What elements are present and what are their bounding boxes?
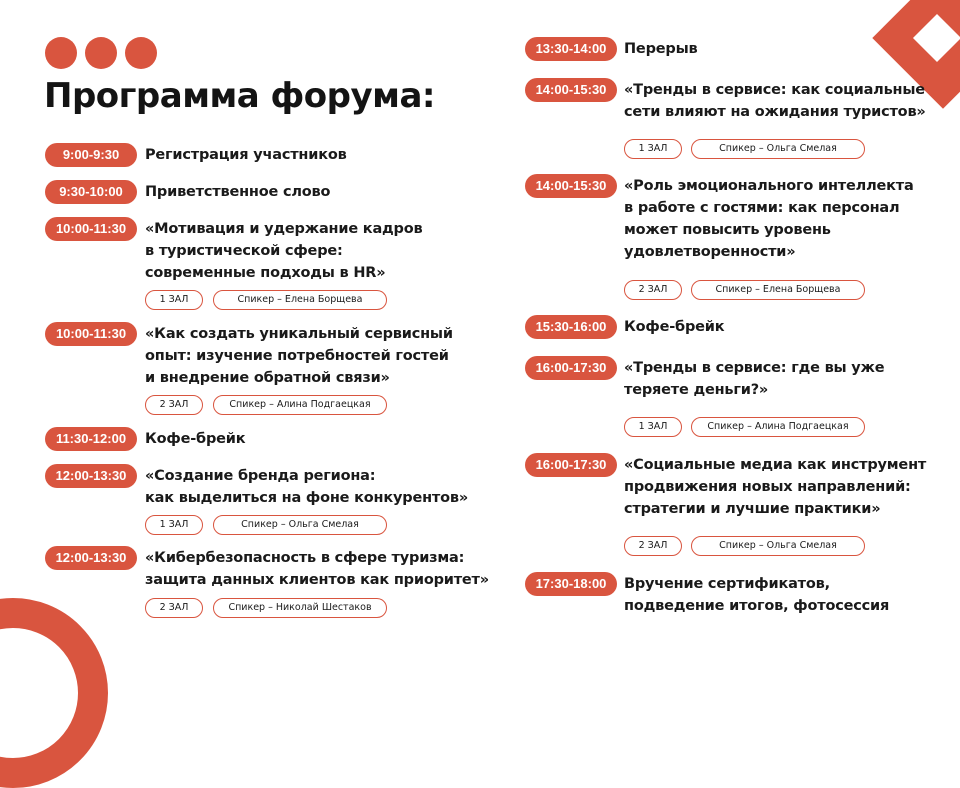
session-title: «Создание бренда региона: как выделиться на фоне конкурентов» [145,468,469,506]
time-badge: 17:30-18:00 [525,572,617,596]
page-title: Программа форума: [44,76,435,116]
dot-icon [85,37,117,69]
speaker-badge: Спикер – Ольга Смелая [213,515,387,535]
time-badge: 11:30-12:00 [45,427,137,451]
corner-ring-decoration [0,598,108,788]
time-badge: 12:00-13:30 [45,546,137,570]
speaker-badge: Спикер – Алина Подгаецкая [213,395,387,415]
dot-icon [45,37,77,69]
session-title: Кофе-брейк [624,319,725,335]
session-title: Регистрация участников [145,147,347,163]
time-badge: 12:00-13:30 [45,464,137,488]
time-badge: 14:00-15:30 [525,78,617,102]
session-title: «Как создать уникальный сервисный опыт: изучение потребностей гостей и внедрение обратной связи» [145,326,453,386]
time-badge: 10:00-11:30 [45,217,137,241]
time-badge: 15:30-16:00 [525,315,617,339]
speaker-badge: Спикер – Елена Борщева [213,290,387,310]
time-badge: 10:00-11:30 [45,322,137,346]
hall-badge: 2 ЗАЛ [145,598,203,618]
session-title: Вручение сертификатов, подведение итогов, фотосессия [624,576,890,614]
dot-icon [125,37,157,69]
hall-badge: 2 ЗАЛ [145,395,203,415]
time-badge: 9:30-10:00 [45,180,137,204]
session-title: Кофе-брейк [145,431,246,447]
speaker-badge: Спикер – Алина Подгаецкая [691,417,865,437]
hall-badge: 1 ЗАЛ [145,290,203,310]
session-title: Приветственное слово [145,184,331,200]
time-badge: 9:00-9:30 [45,143,137,167]
hall-badge: 1 ЗАЛ [145,515,203,535]
time-badge: 14:00-15:30 [525,174,617,198]
speaker-badge: Спикер – Николай Шестаков [213,598,387,618]
header-dots [45,37,157,69]
session-title: «Социальные медиа как инструмент продвижения новых направлений: стратегии и лучшие практики» [624,457,927,517]
time-badge: 13:30-14:00 [525,37,617,61]
session-title: «Тренды в сервисе: как социальные сети влияют на ожидания туристов» [624,82,926,120]
hall-badge: 1 ЗАЛ [624,417,682,437]
speaker-badge: Спикер – Ольга Смелая [691,536,865,556]
session-title: «Роль эмоционального интеллекта в работе с гостями: как персонал может повысить уровень удовлетворенности» [624,178,914,260]
session-title: «Кибербезопасность в сфере туризма: защита данных клиентов как приоритет» [145,550,489,588]
session-title: Перерыв [624,41,698,57]
time-badge: 16:00-17:30 [525,453,617,477]
session-title: «Мотивация и удержание кадров в туристической сфере: современные подходы в HR» [145,221,423,281]
time-badge: 16:00-17:30 [525,356,617,380]
speaker-badge: Спикер – Ольга Смелая [691,139,865,159]
speaker-badge: Спикер – Елена Борщева [691,280,865,300]
hall-badge: 1 ЗАЛ [624,139,682,159]
hall-badge: 2 ЗАЛ [624,280,682,300]
session-title: «Тренды в сервисе: где вы уже теряете деньги?» [624,360,885,398]
hall-badge: 2 ЗАЛ [624,536,682,556]
